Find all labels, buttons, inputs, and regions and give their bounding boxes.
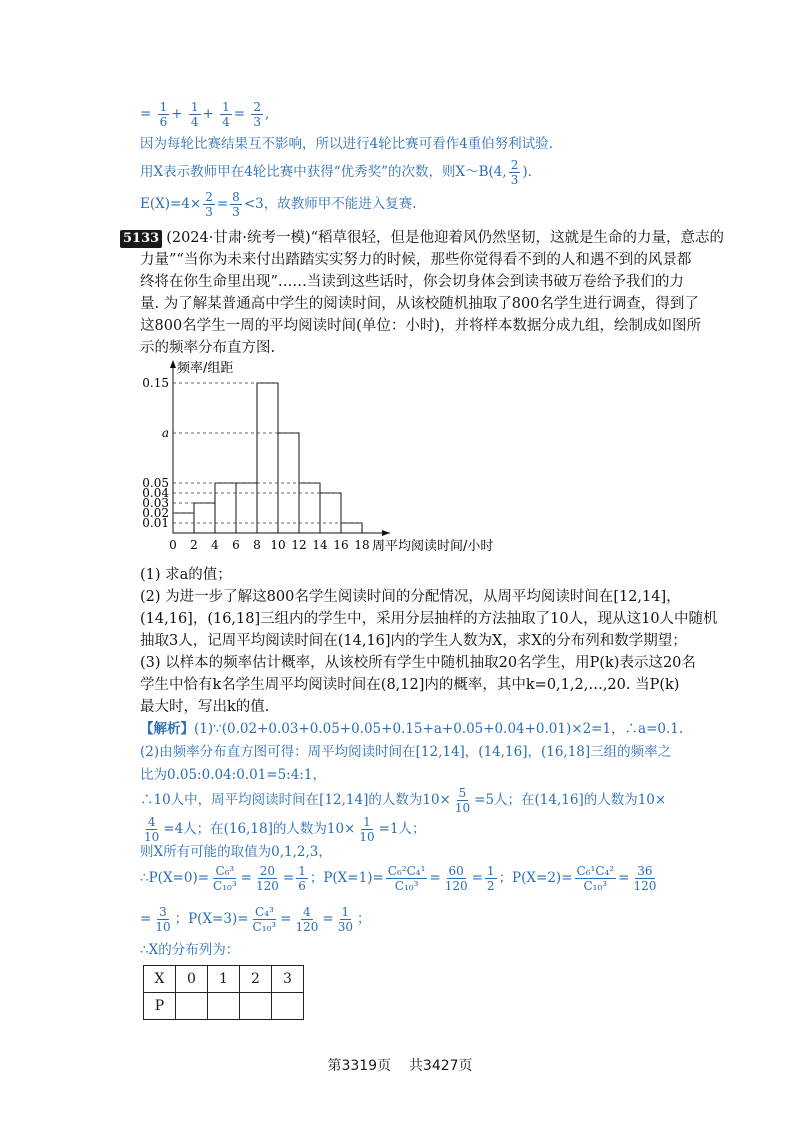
histogram-bar [194, 503, 215, 533]
table-cell: 3 [272, 966, 304, 993]
histogram-bar [341, 523, 362, 533]
x-tick-label: 0 [169, 538, 177, 552]
table-cell: 2 [240, 966, 272, 993]
y-tick-label: 0.15 [142, 376, 169, 390]
solution-line-8: = $\frac{3}{10}$ ；P(X=3)= $\frac{\text{C₄³}}{\text{C₁₀³}}$ = $\frac{4}{120}$ = $\frac{1}{30}$ ； [140, 905, 371, 934]
fraction: $\frac{1}{6}$ [298, 864, 306, 893]
fraction: $\frac{60}{120}$ [444, 864, 468, 893]
fraction: $\frac{5}{10}$ [454, 786, 471, 815]
fraction: $\frac{1}{2}$ [486, 864, 495, 893]
fraction: $\frac{2}{3}$ [205, 190, 213, 219]
fraction: $\frac{36}{120}$ [633, 864, 657, 893]
fraction: $\frac{1}{30}$ [337, 905, 353, 934]
table-row [144, 966, 304, 993]
distribution-table [143, 965, 304, 1020]
solution-line-6: 则X所有可能的取值为0,1,2,3， [140, 844, 332, 860]
table-cell [176, 993, 208, 1020]
problem-line-3: 终将在你生命里出现”……当读到这些话时，你会切身体会到读书破万卷给予我们的力 [140, 274, 684, 290]
fraction: $\frac{1}{6}$ [159, 100, 168, 129]
problem-line-5: 这800名学生一周的平均阅读时间(单位：小时)，并将样本数据分成九组，绘制成如图所 [140, 318, 701, 334]
fraction: $\frac{1}{4}$ [190, 100, 199, 129]
page-number: 第3319页 [327, 1058, 392, 1074]
fraction: $\frac{2}{3}$ [253, 100, 261, 129]
y-tick-label: a [161, 426, 169, 440]
x-tick-label: 12 [291, 538, 307, 552]
solution-line-7: ∴P(X=0)= $\frac{\text{C₆³}}{\text{C₁₀³}}$ = $\frac{20}{120}$ = $\frac{1}{6}$ ；P(X=1)= $\frac{\text{C₆²C₄¹}}{\text{C₁₀³}}$ = $\frac{60}{120}$ = $\frac{1}{2}$ ；P(X=2)= $\frac{\text{C₆¹C₄²}}{\text{C₁₀³}}$ = $\frac{36}{120}$ [140, 864, 657, 893]
prev-solution-line-4: E(X)=4× $\frac{2}{3}$ = $\frac{8}{3}$ <3，故教师甲不能进入复赛. [140, 190, 417, 219]
table-cell [240, 993, 272, 1020]
x-tick-label: 8 [253, 538, 261, 552]
histogram-bar [215, 483, 236, 533]
y-tick-label: 0.03 [142, 496, 169, 510]
fraction: $\frac{\text{C₆³}}{\text{C₁₀³}}$ [213, 864, 237, 893]
subquestion-3-line-2: 学生中恰有k名学生周平均阅读时间在(8,12]内的概率，其中k=0,1,2,…,20. 当P(k) [140, 677, 680, 693]
prev-solution-line-2: 因为每轮比赛结果互不影响，所以进行4轮比赛可看作4重伯努利试验. [140, 136, 553, 152]
fraction: $\frac{\text{C₄³}}{\text{C₁₀³}}$ [252, 905, 277, 934]
y-tick-label: 0.02 [142, 506, 169, 520]
y-axis-label: 频率/组距 [177, 361, 234, 376]
x-tick-label: 10 [270, 538, 286, 552]
problem-line-1: 5133 (2024·甘肃·统考一模)“稻草很轻，但是他迎着风仍然坚韧，这就是生命的力量，意志的 [120, 228, 724, 248]
problem-line-6: 示的频率分布直方图. [140, 340, 276, 356]
solution-line-5: $\frac{4}{10}$ =4人；在(16,18]的人数为10× $\frac{1}{10}$ =1人； [144, 815, 426, 844]
x-tick-label: 14 [312, 538, 328, 552]
x-axis-arrow [382, 530, 390, 536]
text: = [140, 106, 152, 122]
table-row [144, 993, 304, 1020]
fraction: $\frac{\text{C₆²C₄¹}}{\text{C₁₀³}}$ [387, 864, 426, 893]
y-tick-label: 0.05 [142, 476, 169, 490]
x-axis-label: 周平均阅读时间/小时 [372, 539, 494, 554]
solution-line-9: ∴X的分布列为： [140, 942, 240, 958]
subquestion-2-line-2: (14,16]，(16,18]三组内的学生中，采用分层抽样的方法抽取了10人，现从这10人中随机 [140, 611, 718, 627]
frequency-histogram [140, 358, 560, 563]
solution-line-1: 【解析】(1)∵(0.02+0.03+0.05+0.05+0.15+a+0.05+0.04+0.01)×2=1，∴a=0.1. [140, 721, 684, 737]
fraction: $\frac{20}{120}$ [255, 864, 279, 893]
histogram-bar [236, 483, 257, 533]
fraction: $\frac{4}{120}$ [295, 905, 319, 934]
table-cell [208, 993, 240, 1020]
problem-line-2: 力量”“当你为未来付出踏踏实实努力的时候，那些你觉得看不到的人和遇不到的风景都 [140, 252, 692, 268]
table-cell: 1 [208, 966, 240, 993]
solution-line-3: 比为0.05:0.04:0.01=5:4:1， [140, 767, 326, 783]
table-cell: X [144, 966, 176, 993]
problem-number-badge: 5133 [120, 230, 162, 248]
fraction: $\frac{\text{C₆¹C₄²}}{\text{C₁₀³}}$ [576, 864, 615, 893]
problem-line-4: 量. 为了解某普通高中学生的阅读时间，从该校随机抽取了800名学生进行调查，得到了 [140, 296, 699, 312]
subquestion-3-line-3: 最大时，写出k的值. [140, 699, 270, 715]
table-cell [272, 993, 304, 1020]
solution-line-2: (2)由频率分布直方图可得：周平均阅读时间在[12,14]，(14,16]，(16,18]三组的频率之 [140, 744, 672, 760]
y-axis-arrow [170, 360, 176, 368]
fraction: $\frac{1}{4}$ [222, 100, 230, 129]
solution-heading: 【解析】 [140, 721, 194, 737]
table-cell: P [144, 993, 176, 1020]
subquestion-2-line-1: (2) 为进一步了解这800名学生阅读时间的分配情况，从周平均阅读时间在[12,14]， [140, 589, 681, 605]
solution-line-4: ∴10人中，周平均阅读时间在[12,14]的人数为10× $\frac{5}{10}$ =5人；在(14,16]的人数为10× [140, 786, 667, 815]
fraction: $\frac{4}{10}$ [144, 815, 160, 844]
page-footer [0, 1055, 800, 1075]
histogram-bar [320, 493, 341, 533]
x-tick-label: 16 [333, 538, 349, 552]
prev-solution-line-1: = $\frac{1}{6}$ + $\frac{1}{4}$ + $\frac{1}{4}$ = $\frac{2}{3}$ , [140, 100, 270, 129]
histogram-bar [299, 483, 320, 533]
fraction: $\frac{2}{3}$ [510, 158, 519, 187]
x-tick-label: 6 [232, 538, 240, 552]
page-total: 共3427页 [408, 1058, 473, 1074]
fraction: $\frac{8}{3}$ [232, 190, 240, 219]
y-tick-label: 0.01 [142, 516, 169, 530]
subquestion-2-line-3: 抽取3人，记周平均阅读时间在(14,16]内的学生人数为X，求X的分布列和数学期望； [140, 633, 687, 649]
x-tick-label: 18 [354, 538, 370, 552]
subquestion-1: (1) 求a的值； [140, 567, 232, 583]
subquestion-3-line-1: (3) 以样本的频率估计概率，从该校所有学生中随机抽取20名学生，用P(k)表示这20名 [140, 655, 696, 671]
histogram-bar [173, 513, 194, 533]
table-cell: 0 [176, 966, 208, 993]
x-tick-label: 4 [211, 538, 219, 552]
x-tick-label: 2 [190, 538, 198, 552]
y-tick-label: 0.04 [142, 486, 169, 500]
fraction: $\frac{1}{10}$ [359, 815, 375, 844]
prev-solution-line-3: 用X表示教师甲在4轮比赛中获得“优秀奖”的次数，则X～B(4, $\frac{2}{3}$ ). [140, 158, 532, 187]
fraction: $\frac{3}{10}$ [155, 905, 171, 934]
histogram-bar [257, 383, 278, 533]
